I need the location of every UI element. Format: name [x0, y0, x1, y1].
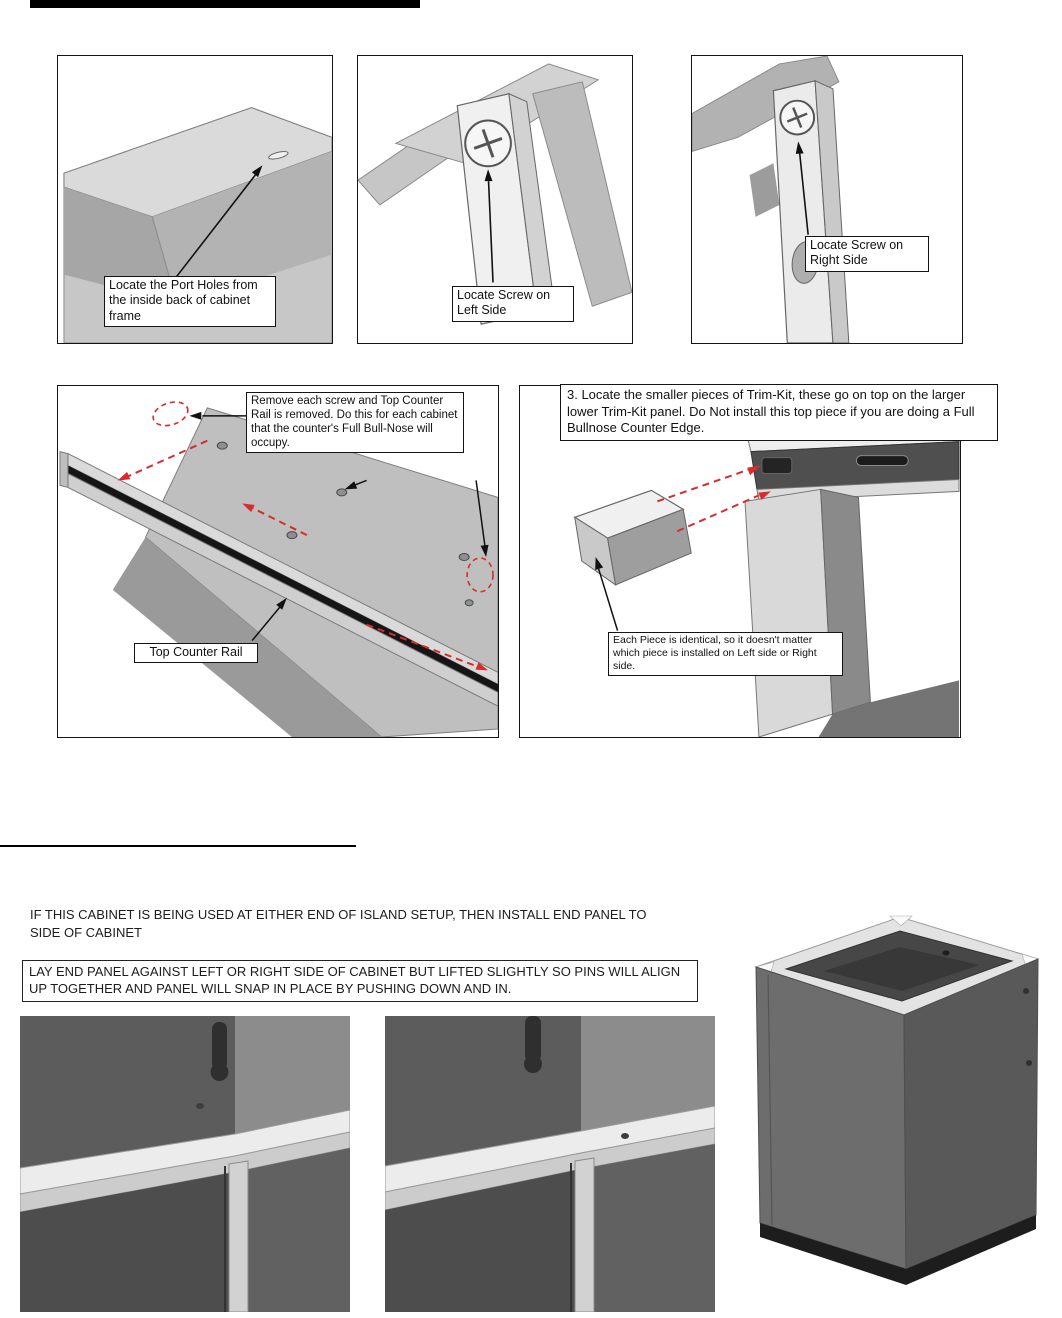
pin-hole-icon — [1026, 1060, 1032, 1066]
corner-detail-photo-2 — [385, 1016, 715, 1312]
keyhole-slot-icon — [211, 1022, 229, 1081]
screw-icon — [465, 121, 511, 167]
cabinet-render — [740, 903, 1052, 1308]
cabinet-render-illustration — [740, 903, 1052, 1308]
island-intro-text: IF THIS CABINET IS BEING USED AT EITHER END OF ISLAND SETUP, THEN INSTALL END PANEL TO SIDE OF CABINET — [30, 907, 647, 940]
figure-screw-right — [691, 55, 963, 344]
trim-socket-icon — [762, 458, 792, 474]
note-counter-rail: Remove each screw and Top Counter Rail is removed. Do this for each cabinet that the counter's Full Bull-Nose will occupy. — [246, 392, 464, 453]
screw-icon — [780, 101, 814, 135]
callout-screw-right: Locate Screw on Right Side — [805, 236, 929, 272]
screw-right-illustration — [692, 56, 962, 343]
pin-hole-icon — [1023, 988, 1029, 994]
trim-piece-icon — [575, 490, 691, 584]
trim-slot-icon — [856, 456, 908, 466]
corner-detail-photo-1 — [20, 1016, 350, 1312]
pin-hole-icon — [196, 1103, 204, 1109]
keyhole-slot-icon — [524, 1016, 542, 1073]
figure-screw-left — [357, 55, 633, 344]
corner-detail-2-illustration — [385, 1016, 715, 1312]
note-trim-identical: Each Piece is identical, so it doesn't matter which piece is installed on Left side or Right side. — [608, 632, 843, 676]
section-heading-bar — [30, 0, 420, 8]
corner-detail-1-illustration — [20, 1016, 350, 1312]
interior-hole-icon — [943, 951, 950, 956]
pin-hole-icon — [621, 1133, 629, 1139]
callout-port-holes: Locate the Port Holes from the inside back of cabinet frame — [104, 276, 276, 327]
figure-port-holes — [57, 55, 333, 344]
island-instruction-box: LAY END PANEL AGAINST LEFT OR RIGHT SIDE OF CABINET BUT LIFTED SLIGHTLY SO PINS WILL ALIGN UP TOGETHER AND PANEL WILL SNAP IN PLACE BY PUSHING DOWN AND IN. — [22, 960, 698, 1002]
label-top-counter-rail: Top Counter Rail — [134, 643, 258, 663]
step-3-text: 3. Locate the smaller pieces of Trim-Kit, these go on top on the larger lower Trim-Kit panel. Do Not install this top piece if you are doing a Full Bullnose Counter Edge. — [560, 384, 998, 441]
callout-screw-left: Locate Screw on Left Side — [452, 286, 574, 322]
figure-counter-rail — [57, 385, 499, 738]
figure-trim-kit — [519, 385, 975, 738]
section-divider-line — [0, 845, 356, 847]
